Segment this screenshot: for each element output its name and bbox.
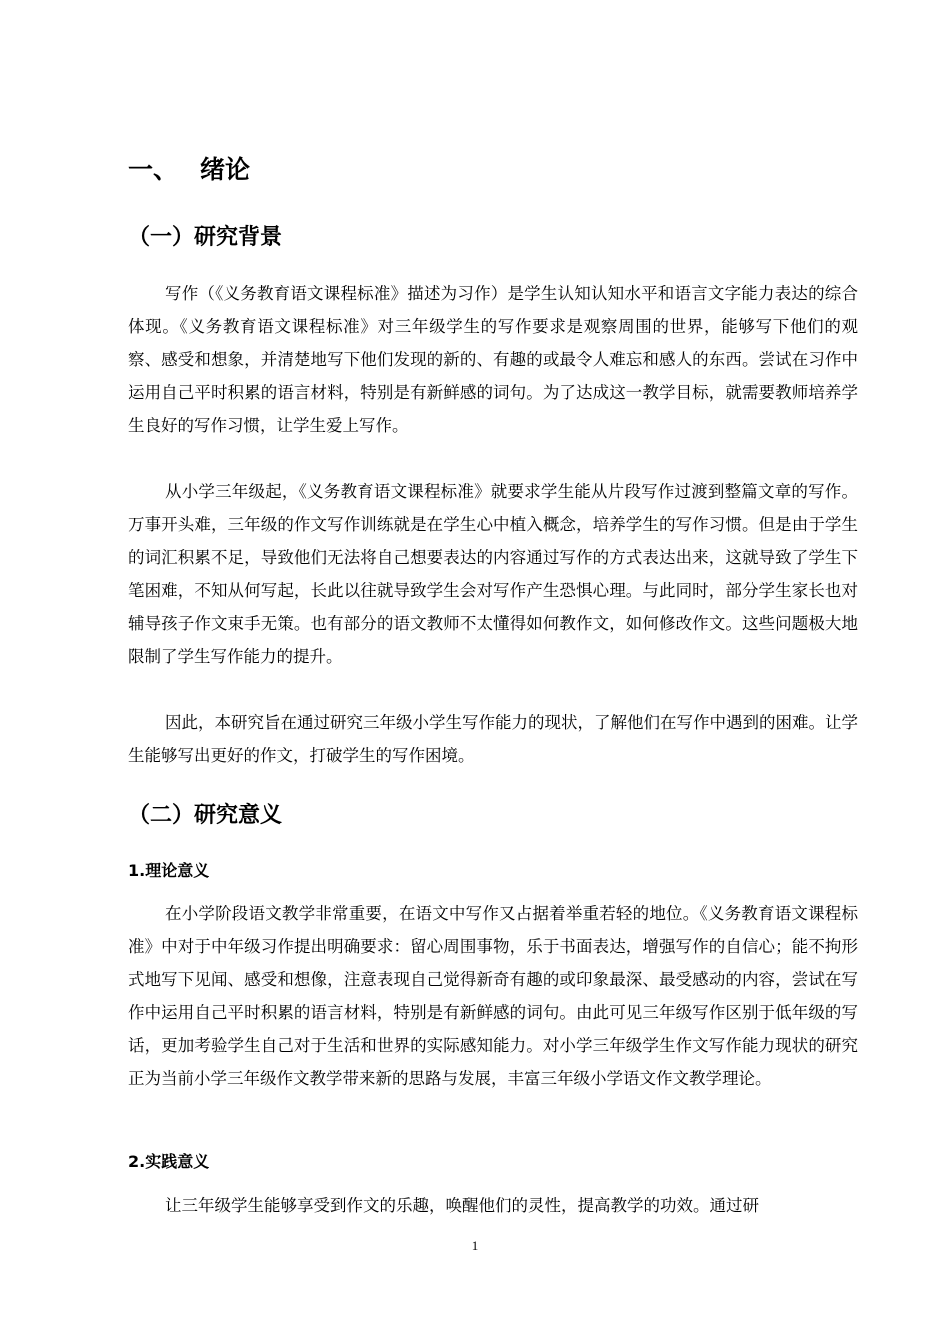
page-number: 1 bbox=[471, 1238, 479, 1253]
chapter-number: 一、 bbox=[128, 155, 179, 184]
paragraph-background-2: 从小学三年级起，《义务教育语文课程标准》就要求学生能从片段写作过渡到整篇文章的写作。万事开头难，三年级的作文写作训练就是在学生心中植入概念，培养学生的写作习惯。但是由于学生的词汇积累不足，导致他们无法将自己想要表达的内容通过写作的方式表达出来，这就导致了学生下笔困难，不知从何写起，长此以往就导致学生会对写作产生恐惧心理。与此同时，部分学生家长也对辅导孩子作文束手无策。也有部分的语文教师不太懂得如何教作文，如何修改作文。这些问题极大地限制了学生写作能力的提升。 bbox=[128, 482, 858, 666]
section-heading-significance: （二）研究意义 bbox=[128, 803, 283, 828]
subsection-heading-practice: 2.实践意义 bbox=[128, 1152, 210, 1171]
paragraph-background-3: 因此，本研究旨在通过研究三年级小学生写作能力的现状，了解他们在写作中遇到的困难。让学生能够写出更好的作文，打破学生的写作困境。 bbox=[128, 713, 858, 765]
chapter-title: 绪论 bbox=[200, 155, 251, 184]
section-heading-background: （一）研究背景 bbox=[128, 225, 283, 250]
subsection-heading-theory: 1.理论意义 bbox=[128, 861, 210, 880]
paragraph-practice: 让三年级学生能够享受到作文的乐趣，唤醒他们的灵性，提高教学的功效。通过研 bbox=[165, 1196, 759, 1215]
chapter-heading bbox=[128, 152, 250, 188]
paragraph-background-1: 写作（《义务教育语文课程标准》描述为习作）是学生认知认知水平和语言文字能力表达的综合体现。《义务教育语文课程标准》对三年级学生的写作要求是观察周围的世界，能够写下他们的观察、感受和想象，并清楚地写下他们发现的新的、有趣的或最令人难忘和感人的东西。尝试在习作中运用自己平时积累的语言材料，特别是有新鲜感的词句。为了达成这一教学目标，就需要教师培养学生良好的写作习惯，让学生爱上写作。 bbox=[128, 284, 858, 435]
paragraph-theory: 在小学阶段语文教学非常重要，在语文中写作又占据着举重若轻的地位。《义务教育语文课程标准》中对于中年级习作提出明确要求：留心周围事物，乐于书面表达，增强写作的自信心；能不拘形式地写下见闻、感受和想像，注意表现自己觉得新奇有趣的或印象最深、最受感动的内容，尝试在写作中运用自己平时积累的语言材料，特别是有新鲜感的词句。由此可见三年级写作区别于低年级的写话，更加考验学生自己对于生活和世界的实际感知能力。对小学三年级学生作文写作能力现状的研究正为当前小学三年级作文教学带来新的思路与发展，丰富三年级小学语文作文教学理论。 bbox=[128, 904, 858, 1088]
